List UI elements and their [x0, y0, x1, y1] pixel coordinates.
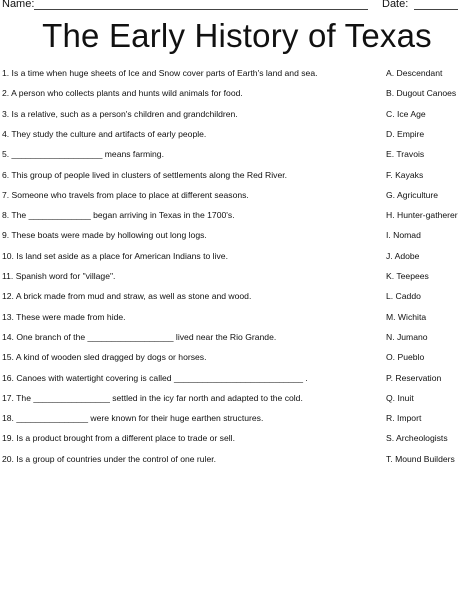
question-text: 14. One branch of the __________________ lived near the Rio Grande.: [2, 331, 277, 342]
question-row: [0, 432, 474, 452]
question-row: [0, 209, 474, 229]
date-field-line[interactable]: [414, 9, 458, 10]
question-row: [0, 128, 474, 148]
answer-option: J. Adobe: [386, 250, 420, 261]
answer-option: P. Reservation: [386, 372, 442, 383]
question-row: [0, 108, 474, 128]
question-row: [0, 67, 474, 87]
answer-option: I. Nomad: [386, 230, 421, 241]
question-row: [0, 250, 474, 270]
question-row: [0, 229, 474, 249]
question-text: 20. Is a group of countries under the control of one ruler.: [2, 453, 217, 464]
name-label: Name:: [2, 0, 35, 10]
answer-option: F. Kayaks: [386, 169, 424, 180]
answer-option: T. Mound Builders: [386, 453, 455, 464]
question-text: 5. ___________________ means farming.: [2, 149, 164, 160]
question-text: 9. These boats were made by hollowing out long logs.: [2, 230, 207, 241]
question-text: 8. The _____________ began arriving in Texas in the 1700's.: [2, 210, 235, 221]
question-row: [0, 270, 474, 290]
question-row: [0, 290, 474, 310]
question-text: 19. Is a product brought from a different place to trade or sell.: [2, 433, 235, 444]
question-text: 16. Canoes with watertight covering is called ___________________________ .: [2, 372, 308, 383]
question-row: [0, 392, 474, 412]
question-row: [0, 412, 474, 432]
answer-option: M. Wichita: [386, 311, 427, 322]
answer-option: B. Dugout Canoes: [386, 88, 457, 99]
question-text: 1. Is a time when huge sheets of Ice and Snow cover parts of Earth's land and sea.: [2, 68, 318, 78]
question-row: [0, 372, 474, 392]
answer-option: H. Hunter-gatherer: [386, 210, 458, 221]
answer-option: L. Caddo: [386, 291, 421, 302]
question-text: 10. Is land set aside as a place for American Indians to live.: [2, 250, 228, 261]
question-text: 6. This group of people lived in clusters of settlements along the Red River.: [2, 169, 288, 180]
question-text: 17. The ________________ settled in the icy far north and adapted to the cold.: [2, 392, 303, 403]
answer-option: N. Jumano: [386, 331, 428, 342]
question-row: [0, 189, 474, 209]
answer-option: Q. Inuit: [386, 392, 414, 403]
question-row: [0, 148, 474, 168]
answer-option: R. Import: [386, 413, 422, 424]
question-text: 15. A kind of wooden sled dragged by dogs or horses.: [2, 352, 207, 363]
question-row: [0, 453, 474, 473]
question-text: 4. They study the culture and artifacts of early people.: [2, 128, 207, 139]
answer-option: G. Agriculture: [386, 189, 439, 200]
name-field-line[interactable]: [34, 9, 368, 10]
answer-option: K. Teepees: [386, 271, 429, 281]
question-text: 18. _______________ were known for their huge earthen structures.: [2, 413, 264, 424]
page-title: The Early History of Texas: [42, 17, 432, 54]
question-text: 7. Someone who travels from place to place at different seasons.: [2, 189, 249, 200]
question-text: 13. These were made from hide.: [2, 311, 126, 322]
question-text: 11. Spanish word for "village".: [2, 271, 116, 281]
question-text: 2. A person who collects plants and hunts wild animals for food.: [2, 88, 243, 99]
answer-option: O. Pueblo: [386, 352, 425, 363]
answer-option: D. Empire: [386, 128, 425, 139]
date-label: Date:: [382, 0, 409, 10]
answer-option: E. Travois: [386, 149, 425, 160]
question-row: [0, 169, 474, 189]
answer-option: S. Archeologists: [386, 433, 448, 444]
question-text: 3. Is a relative, such as a person's children and grandchildren.: [2, 108, 238, 119]
question-row: [0, 331, 474, 351]
question-row: [0, 311, 474, 331]
question-row: [0, 87, 474, 107]
answer-option: A. Descendant: [386, 68, 443, 78]
answer-option: C. Ice Age: [386, 108, 426, 119]
question-row: [0, 351, 474, 371]
name-date-header: [0, 0, 474, 14]
question-text: 12. A brick made from mud and straw, as well as stone and wood.: [2, 291, 252, 302]
